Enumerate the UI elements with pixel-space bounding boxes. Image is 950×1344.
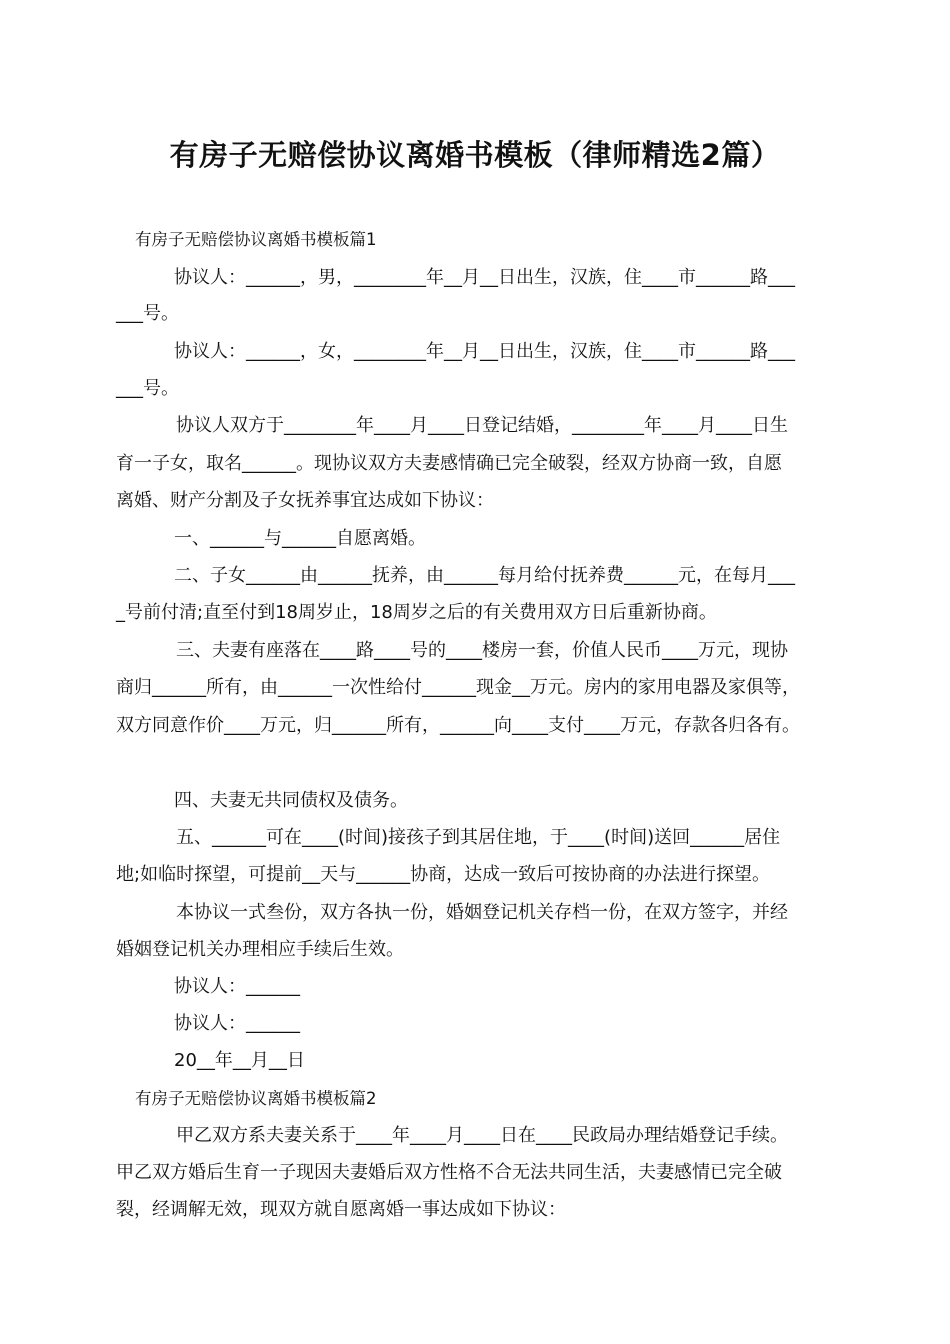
marriage-paragraph-line-3: 离婚、财产分割及子女抚养事宜达成如下协议： <box>116 490 494 511</box>
party-2-line-2: ___号。 <box>116 378 179 399</box>
signature-line-1: 协议人：______ <box>174 976 300 997</box>
party-1-line-1: 协议人：______，男，________年__月__日出生，汉族，住____市______路___ <box>174 267 795 288</box>
clause-5-line-2: 地;如临时探望，可提前__天与______协商，达成一致后可按协商的办法进行探望。 <box>116 864 771 885</box>
clause-1: 一、______与______自愿离婚。 <box>174 528 426 549</box>
effectiveness-line-2: 婚姻登记机关办理相应手续后生效。 <box>116 939 404 960</box>
clause-3-line-3: 双方同意作价____万元，归______所有，______向____支付____万元，存款各归各有。 <box>116 715 800 736</box>
effectiveness-line-1: 本协议一式叁份，双方各执一份，婚姻登记机关存档一份，在双方签字，并经 <box>176 902 788 923</box>
section-2-paragraph-line-2: 甲乙双方婚后生育一子现因夫妻婚后双方性格不合无法共同生活，夫妻感情已完全破 <box>116 1162 782 1183</box>
clause-3-line-1: 三、夫妻有座落在____路____号的____楼房一套，价值人民币____万元，现协 <box>176 640 788 661</box>
section-2-paragraph-line-1: 甲乙双方系夫妻关系于____年____月____日在____民政局办理结婚登记手续。 <box>176 1125 788 1146</box>
date-line: 20__年__月__日 <box>174 1050 305 1071</box>
party-2-line-1: 协议人：______，女，________年__月__日出生，汉族，住____市______路___ <box>174 341 795 362</box>
clause-2-line-2: _号前付清;直至付到18周岁止，18周岁之后的有关费用双方日后重新协商。 <box>116 602 717 623</box>
marriage-paragraph-line-1: 协议人双方于________年____月____日登记结婚，________年____月____日生 <box>176 415 788 436</box>
document-title: 有房子无赔偿协议离婚书模板（律师精选2篇） <box>169 138 781 172</box>
section-2-paragraph-line-3: 裂，经调解无效，现双方就自愿离婚一事达成如下协议： <box>116 1199 566 1220</box>
clause-5-line-1: 五、______可在____(时间)接孩子到其居住地，于____(时间)送回______居住 <box>176 827 781 848</box>
clause-2-line-1: 二、子女______由______抚养，由______每月给付抚养费______元，在每月___ <box>174 565 795 586</box>
section-1-heading: 有房子无赔偿协议离婚书模板篇1 <box>135 230 377 249</box>
section-2-heading: 有房子无赔偿协议离婚书模板篇2 <box>135 1089 377 1108</box>
marriage-paragraph-line-2: 育一子女，取名______。现协议双方夫妻感情确已完全破裂，经双方协商一致，自愿 <box>116 453 782 474</box>
party-1-line-2: ___号。 <box>116 303 179 324</box>
clause-4: 四、夫妻无共同债权及债务。 <box>174 790 408 811</box>
signature-line-2: 协议人：______ <box>174 1013 300 1034</box>
clause-3-line-2: 商归______所有，由______一次性给付______现金__万元。房内的家用电器及家俱等， <box>116 677 800 698</box>
